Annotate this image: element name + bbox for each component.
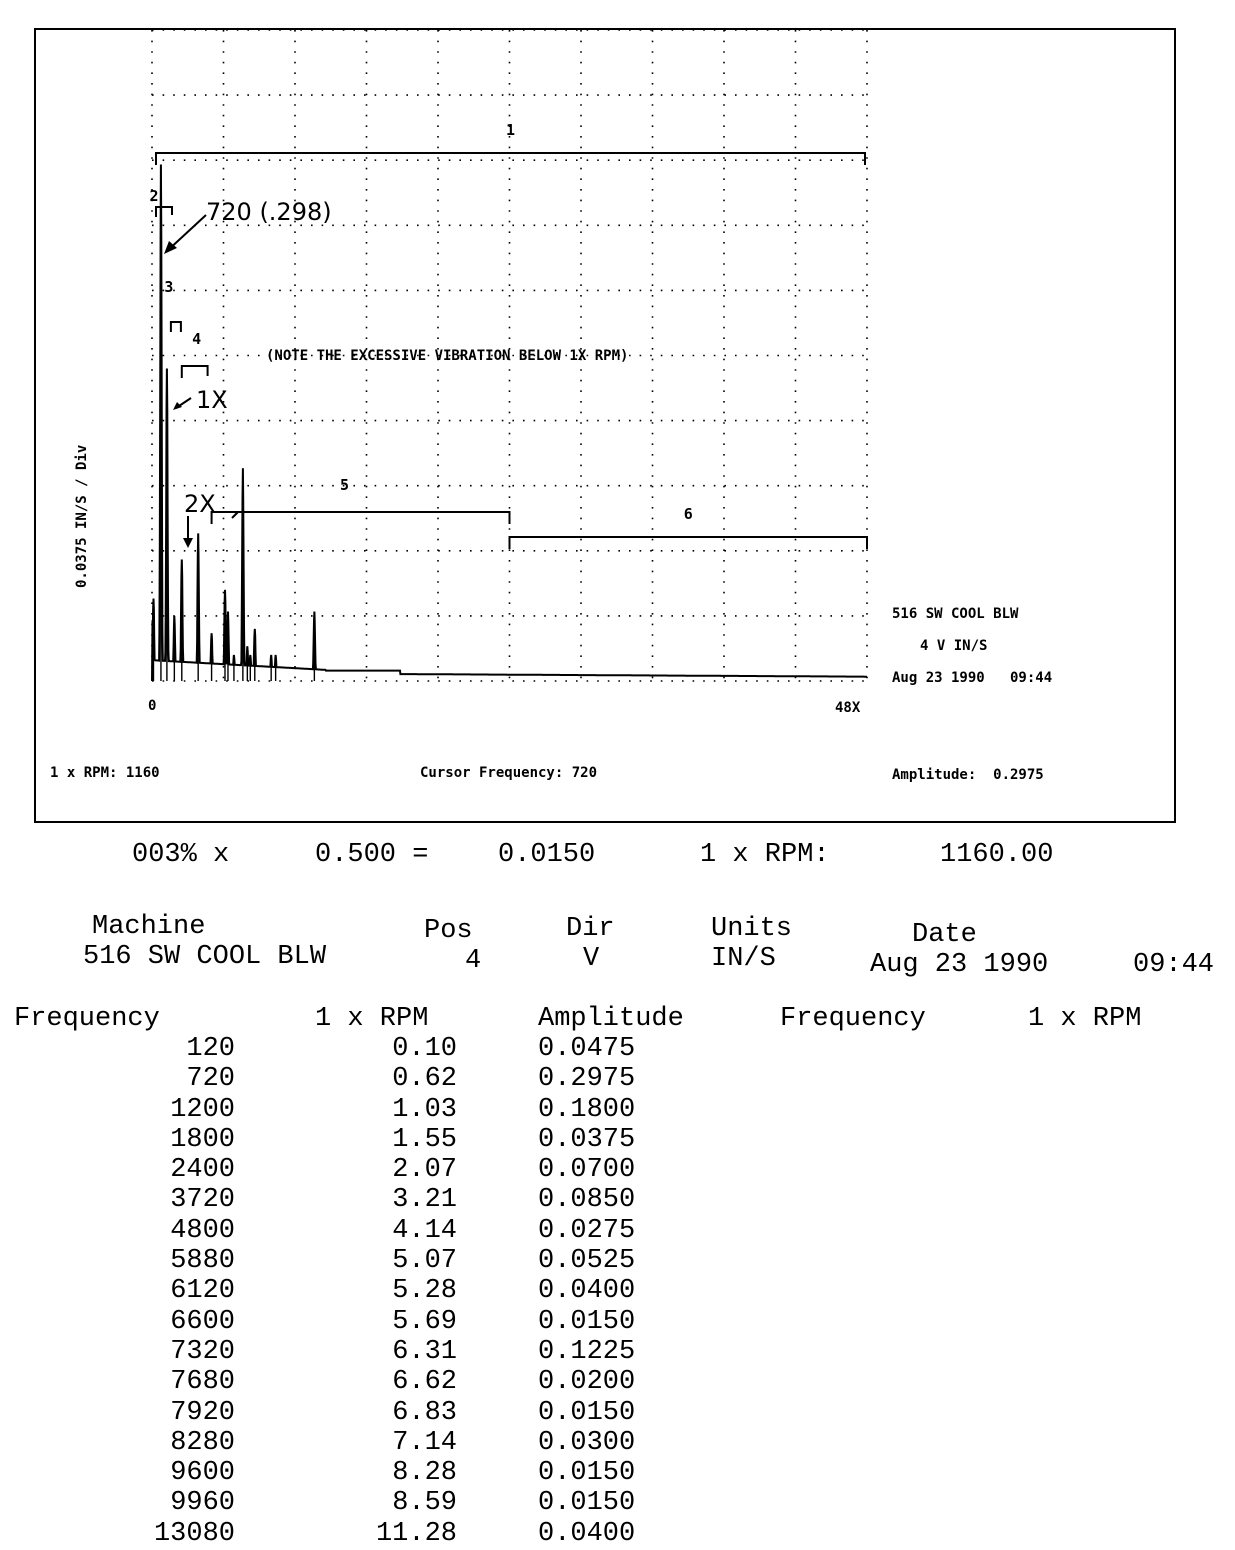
pos-label: Pos xyxy=(424,916,473,946)
summary-factor: 0.500 = xyxy=(315,840,429,870)
spectrum-plot xyxy=(36,30,1174,821)
one-x-arrowhead xyxy=(173,402,182,410)
amplitude-cell: 0.0150 xyxy=(538,1306,636,1337)
freq-cell: 1200 xyxy=(170,1094,235,1125)
rpm-cell: 0.10 xyxy=(392,1034,457,1064)
spectrum-chart-panel xyxy=(34,28,1176,823)
rpm-cell: 6.31 xyxy=(392,1336,457,1367)
amplitude-cell: 0.0400 xyxy=(538,1276,636,1307)
rpm-cell: 3.21 xyxy=(392,1185,457,1216)
rpm-cell: 5.69 xyxy=(392,1306,457,1337)
amplitude-cell: 0.0200 xyxy=(538,1367,636,1398)
band-bracket-4 xyxy=(182,366,208,378)
amplitude-cell: 0.0475 xyxy=(538,1034,636,1064)
band-label-5: 5 xyxy=(340,476,350,494)
rpm-cell: 5.07 xyxy=(392,1246,457,1277)
freq-cell: 7320 xyxy=(170,1336,235,1367)
amplitude-cell: 0.0300 xyxy=(538,1427,636,1458)
band-label-2: 2 xyxy=(149,187,159,205)
freq-cell: 720 xyxy=(186,1064,235,1095)
amplitude-cell: 0.0400 xyxy=(538,1518,636,1549)
band-bracket-2 xyxy=(156,207,172,217)
freq-cell: 7920 xyxy=(170,1397,235,1428)
footer-rpm: 1 x RPM: 1160 xyxy=(50,765,160,781)
summary-rpm-value: 1160.00 xyxy=(940,840,1054,870)
date-label: Date xyxy=(912,920,977,950)
dir-value: V xyxy=(583,944,600,974)
freq-cell: 9960 xyxy=(170,1488,235,1519)
rpm-cell: 0.62 xyxy=(392,1064,457,1095)
header-rpm-2: 1 x RPM xyxy=(1028,1004,1142,1034)
summary-percent: 003% x xyxy=(132,840,230,870)
footer-cursor-frequency: Cursor Frequency: 720 xyxy=(420,765,598,781)
date-value: Aug 23 1990 xyxy=(870,950,1049,980)
header-amplitude: Amplitude xyxy=(538,1004,684,1034)
freq-cell: 6600 xyxy=(170,1306,235,1337)
footer-amplitude: Amplitude: 0.2975 xyxy=(892,767,1044,783)
amplitude-cell: 0.0375 xyxy=(538,1124,636,1155)
rpm-cell: 6.83 xyxy=(392,1397,457,1428)
units-label: Units xyxy=(711,914,793,944)
amplitude-cell: 0.0850 xyxy=(538,1185,636,1216)
rpm-cell: 1.03 xyxy=(392,1094,457,1125)
rpm-cell: 8.28 xyxy=(392,1458,457,1489)
band-label-3: 3 xyxy=(164,278,174,296)
amplitude-cell: 0.1225 xyxy=(538,1336,636,1367)
amplitude-cell: 0.0275 xyxy=(538,1215,636,1246)
band-label-4: 4 xyxy=(192,330,202,348)
band-brackets xyxy=(149,121,867,549)
summary-rpm-label: 1 x RPM: xyxy=(700,840,830,870)
time-value: 09:44 xyxy=(1133,950,1215,980)
header-frequency-2: Frequency xyxy=(780,1004,926,1034)
x-tick-start: 0 xyxy=(148,698,157,714)
two-x-arrowhead xyxy=(183,538,193,548)
rpm-cell: 6.62 xyxy=(392,1367,457,1398)
peak-callout-label: 720 (.298) xyxy=(206,198,332,226)
freq-cell: 4800 xyxy=(170,1215,235,1246)
band-label-1: 1 xyxy=(505,121,516,139)
freq-cell: 8280 xyxy=(170,1427,235,1458)
x-tick-end: 48X xyxy=(835,700,861,716)
amplitude-cell: 0.1800 xyxy=(538,1094,636,1125)
pos-value: 4 xyxy=(465,946,482,976)
freq-cell: 9600 xyxy=(170,1458,235,1489)
rpm-cell: 8.59 xyxy=(392,1488,457,1519)
amplitude-cell: 0.0150 xyxy=(538,1397,636,1428)
band-bracket-1 xyxy=(156,153,865,165)
rpm-cell: 11.28 xyxy=(375,1518,457,1549)
machine-label: Machine xyxy=(92,912,206,942)
freq-cell: 120 xyxy=(186,1034,235,1064)
machine-value: 516 SW COOL BLW xyxy=(83,942,327,972)
amplitude-cell: 0.2975 xyxy=(538,1064,636,1095)
note-text: (NOTE THE EXCESSIVE VIBRATION BELOW 1X RPM) xyxy=(266,348,629,364)
header-frequency: Frequency xyxy=(14,1004,160,1034)
amplitude-cell: 0.0150 xyxy=(538,1458,636,1489)
summary-result: 0.0150 xyxy=(498,840,596,870)
freq-cell: 13080 xyxy=(153,1518,235,1549)
frequency-column xyxy=(154,1034,235,1549)
side-pos-dir-units: 4 V IN/S xyxy=(920,638,988,654)
freq-cell: 2400 xyxy=(170,1155,235,1186)
amplitude-column xyxy=(538,1034,635,1549)
band-bracket-6 xyxy=(510,537,868,549)
rpm-cell: 1.55 xyxy=(392,1124,457,1155)
freq-cell: 7680 xyxy=(170,1367,235,1398)
rpm-column xyxy=(376,1034,457,1549)
rpm-cell: 2.07 xyxy=(392,1155,457,1186)
freq-cell: 1800 xyxy=(170,1124,235,1155)
band-label-6: 6 xyxy=(683,505,693,523)
band-bracket-3 xyxy=(171,322,181,332)
rpm-cell: 4.14 xyxy=(392,1215,457,1246)
amplitude-cell: 0.0150 xyxy=(538,1488,636,1519)
freq-cell: 6120 xyxy=(170,1276,235,1307)
two-x-label: 2X xyxy=(184,490,216,518)
header-rpm: 1 x RPM xyxy=(315,1004,429,1034)
rpm-cell: 5.28 xyxy=(392,1276,457,1307)
units-value: IN/S xyxy=(711,944,776,974)
rpm-cell: 7.14 xyxy=(392,1427,457,1458)
freq-cell: 3720 xyxy=(170,1185,235,1216)
side-machine: 516 SW COOL BLW xyxy=(892,606,1019,622)
one-x-label: 1X xyxy=(196,386,228,414)
side-datetime: Aug 23 1990 09:44 xyxy=(892,670,1053,686)
amplitude-cell: 0.0700 xyxy=(538,1155,636,1186)
amplitude-cell: 0.0525 xyxy=(538,1246,636,1277)
band-bracket-5 xyxy=(212,512,510,524)
y-axis-label: 0.0375 IN/S / Div xyxy=(74,444,90,588)
freq-cell: 5880 xyxy=(170,1246,235,1277)
dir-label: Dir xyxy=(566,914,615,944)
